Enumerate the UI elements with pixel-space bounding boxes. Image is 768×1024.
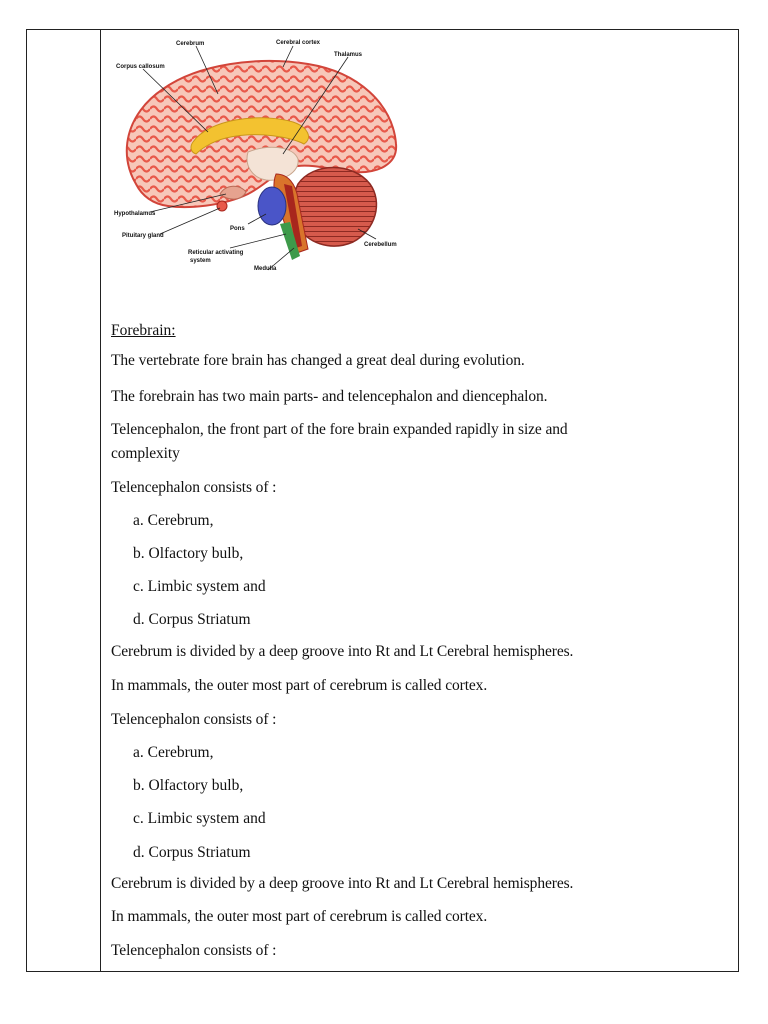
section-heading: Forebrain:	[111, 322, 176, 339]
pons-shape	[258, 187, 286, 225]
label-thalamus: Thalamus	[334, 52, 363, 58]
list-item: c. Limbic system and	[133, 810, 266, 827]
brain-diagram	[108, 34, 420, 282]
label-pons: Pons	[230, 226, 245, 232]
list-item: c. Limbic system and	[133, 578, 266, 595]
list-item: a. Cerebrum,	[133, 744, 214, 761]
label-cerebellum: Cerebellum	[364, 242, 397, 248]
paragraph: Cerebrum is divided by a deep groove into Rt and Lt Cerebral hemispheres.	[111, 643, 574, 660]
list-item: b. Olfactory bulb,	[133, 545, 244, 562]
paragraph-line: complexity	[111, 445, 180, 462]
list-item: d. Corpus Striatum	[133, 611, 251, 628]
label-corpus-callosum: Corpus callosum	[116, 64, 165, 70]
cerebellum-shape	[294, 168, 377, 247]
label-reticular-activating-1: Reticular activating	[188, 250, 244, 256]
pituitary-shape	[217, 201, 227, 211]
column-divider	[100, 29, 101, 972]
paragraph: The vertebrate fore brain has changed a great deal during evolution.	[111, 352, 525, 369]
list-item: b. Olfactory bulb,	[133, 777, 244, 794]
thalamus-shape	[247, 147, 298, 180]
label-cerebrum: Cerebrum	[176, 41, 205, 47]
label-reticular-activating-2: system	[190, 258, 211, 264]
paragraph: Telencephalon consists of :	[111, 942, 277, 959]
label-medulla: Medulla	[254, 266, 277, 272]
label-pituitary-gland: Pituitary gland	[122, 233, 164, 239]
paragraph-line: Telencephalon, the front part of the fore brain expanded rapidly in size and	[111, 421, 568, 438]
list-item: d. Corpus Striatum	[133, 844, 251, 861]
paragraph: The forebrain has two main parts- and telencephalon and diencephalon.	[111, 388, 548, 405]
label-cerebral-cortex: Cerebral cortex	[276, 40, 321, 46]
paragraph: In mammals, the outer most part of cerebrum is called cortex.	[111, 908, 488, 925]
list-item: a. Cerebrum,	[133, 512, 214, 529]
paragraph: Cerebrum is divided by a deep groove into Rt and Lt Cerebral hemispheres.	[111, 875, 574, 892]
paragraph: Telencephalon consists of :	[111, 711, 277, 728]
paragraph: In mammals, the outer most part of cerebrum is called cortex.	[111, 677, 488, 694]
paragraph: Telencephalon consists of :	[111, 479, 277, 496]
label-hypothalamus: Hypothalamus	[114, 211, 156, 217]
